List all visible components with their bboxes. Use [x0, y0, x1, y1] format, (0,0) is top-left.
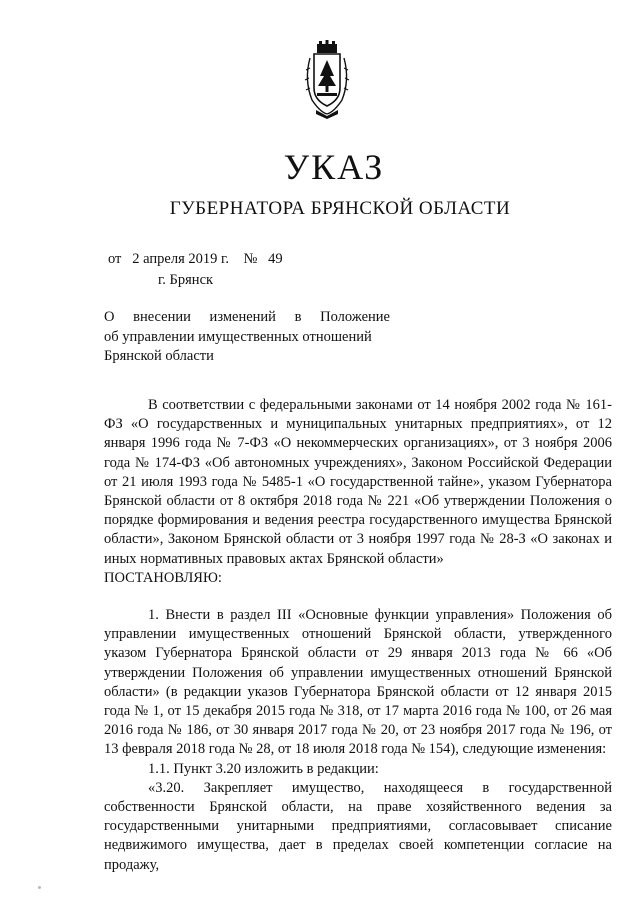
decree-number: 49 [268, 251, 283, 267]
decree-subject [104, 308, 390, 367]
decree-city: г. Брянск [158, 272, 214, 288]
date-prefix: от [108, 251, 122, 267]
subject-line: об управлении имущественных отношений [104, 328, 372, 345]
preamble-paragraph: В соответствии с федеральными законами от 14 ноября 2002 года № 161-ФЗ «О государственных и муниципальных унитарных предприятиях», от 12 января 1996 года № 7-ФЗ «О некоммерческих организациях», от 3 ноября 2006 года № 174-ФЗ «Об автономных учреждениях», Законом Российской Федерации от 21 июля 1993 года № 5485-1 «О государственной тайне», указом Губернатора Брянской области от 8 октября 2018 года № 221 «Об утверждении Положения о порядке формирования и ведения реестра государственного имущества Брянской области», Законом Брянской области от 3 ноября 1997 года № 28-З «О законах и иных нормативных правовых актах Брянской области» [104, 397, 612, 567]
item-1-paragraph: 1. Внести в раздел III «Основные функции управления» Положения об управлении имущественных отношений Брянской области, утвержденного указом Губернатора Брянской области от 29 января 2013 года № 66 «Об утверждении Положения об управлении имущественных отношений Брянской области» (в редакции указов Губернатора Брянской области от 12 января 2015 года № 1, от 15 декабря 2015 года № 318, от 17 марта 2016 года № 100, от 26 мая 2016 года № 186, от 30 января 2017 года № 20, от 23 ноября 2017 года № 196, от 13 февраля 2018 года № 28, от 18 июля 2018 года № 154), следующие изменения: [104, 607, 612, 758]
date-line [108, 251, 283, 268]
document-subtitle: ГУБЕРНАТОРА БРЯНСКОЙ ОБЛАСТИ [169, 198, 511, 219]
item-1-1-paragraph: 1.1. Пункт 3.20 изложить в редакции: [148, 760, 379, 777]
bryansk-coat-of-arms-icon [300, 40, 354, 120]
number-sign: № [243, 251, 258, 267]
decree-date: 2 апреля 2019 г. [132, 251, 229, 267]
decree-body [104, 396, 612, 875]
quoted-paragraph: «3.20. Закрепляет имущество, находящееся в государственной собственности Брянской области, на праве хозяйственного ведения за государственными унитарными предприятиями, согласовывает списание недвижимого имущества, дает в пределах своей компетенции согласие на продажу, [104, 779, 612, 873]
document-title: УКАЗ [283, 147, 385, 187]
scan-speck [38, 886, 41, 889]
decree-word: ПОСТАНОВЛЯЮ: [104, 569, 222, 586]
subject-line: О внесении изменений в Положение [104, 309, 390, 325]
subject-line: Брянской области [104, 348, 214, 364]
